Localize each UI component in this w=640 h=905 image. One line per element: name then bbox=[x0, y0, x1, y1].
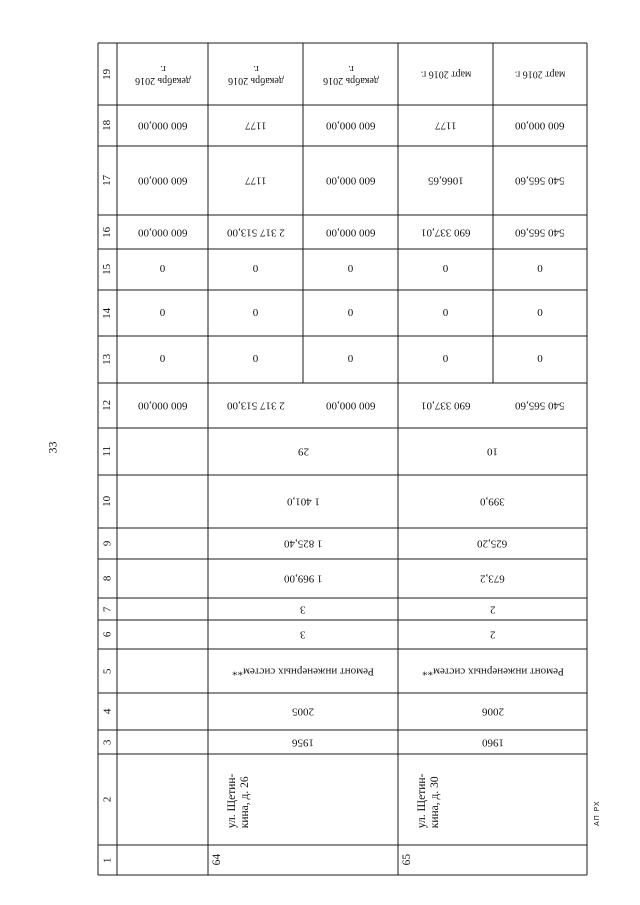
col6-cell: 3 bbox=[300, 628, 306, 641]
col12-cell: 600 000,00 bbox=[325, 399, 376, 412]
col12-cell: 690 337,01 bbox=[420, 399, 471, 412]
col18-cell: 600 000,00 bbox=[325, 119, 376, 132]
col-number-1: 1 bbox=[101, 857, 114, 863]
col11-cell: 29 bbox=[297, 445, 309, 458]
col-number-11: 11 bbox=[101, 446, 114, 457]
col12-cell: 600 000,00 bbox=[137, 399, 188, 412]
year-built-cell: 1960 bbox=[481, 736, 504, 749]
col15-cell: 0 bbox=[252, 263, 259, 276]
col13-cell: 0 bbox=[537, 353, 543, 366]
col6-cell: 2 bbox=[489, 628, 496, 641]
col-number-18: 18 bbox=[101, 119, 114, 131]
col-number-17: 17 bbox=[101, 174, 114, 186]
col11-cell: 10 bbox=[487, 445, 498, 458]
col-number-7: 7 bbox=[101, 606, 114, 612]
year-other-cell: 2005 bbox=[292, 705, 314, 718]
col15-cell: 0 bbox=[537, 263, 543, 276]
col18-cell: 600 000,00 bbox=[137, 119, 188, 132]
col-number-13: 13 bbox=[101, 353, 114, 365]
col10-cell: 399,0 bbox=[480, 495, 505, 508]
col13-cell: 0 bbox=[347, 353, 354, 366]
address-cell: ул. Щетин-кина, д. 30 bbox=[415, 773, 441, 829]
col-number-8: 8 bbox=[101, 575, 114, 582]
col-number-15: 15 bbox=[101, 263, 114, 275]
period-cell: март 2016 г. bbox=[420, 68, 471, 80]
col18-cell: 1177 bbox=[244, 119, 267, 132]
col18-cell: 600 000,00 bbox=[515, 119, 565, 132]
col-number-12: 12 bbox=[101, 399, 114, 411]
year-other-cell: 2006 bbox=[481, 705, 504, 718]
col17-cell: 540 565,60 bbox=[515, 174, 565, 187]
col7-cell: 3 bbox=[300, 603, 306, 616]
col15-cell: 0 bbox=[442, 263, 449, 276]
col13-cell: 0 bbox=[159, 353, 166, 366]
col-number-4: 4 bbox=[101, 708, 114, 715]
col16-cell: 600 000,00 bbox=[325, 226, 376, 239]
period-cell: декабрь 2016 г. bbox=[134, 63, 191, 86]
period-cell: март 2016 г. bbox=[514, 68, 566, 80]
col15-cell: 0 bbox=[159, 263, 166, 276]
col16-cell: 600 000,00 bbox=[137, 226, 188, 239]
col9-cell: 1 825,40 bbox=[283, 537, 323, 550]
col13-cell: 0 bbox=[442, 353, 449, 366]
period-cell: декабрь 2016 г. bbox=[227, 63, 284, 86]
col17-cell: 600 000,00 bbox=[137, 174, 188, 187]
col15-cell: 0 bbox=[347, 263, 354, 276]
col8-cell: 673,2 bbox=[480, 572, 505, 585]
col17-cell: 1177 bbox=[244, 174, 267, 187]
col14-cell: 0 bbox=[159, 306, 166, 319]
col9-cell: 625,20 bbox=[477, 537, 508, 550]
year-built-cell: 1956 bbox=[292, 736, 314, 749]
col14-cell: 0 bbox=[442, 306, 449, 319]
col12-cell: 2 317 513,00 bbox=[226, 399, 285, 412]
col7-cell: 2 bbox=[489, 603, 496, 616]
col-number-2: 2 bbox=[101, 796, 114, 803]
col18-cell: 1177 bbox=[434, 119, 457, 132]
col17-cell: 1066,65 bbox=[427, 174, 464, 187]
row-number-cell: 65 bbox=[401, 854, 414, 866]
col16-cell: 2 317 513,00 bbox=[226, 226, 285, 239]
col14-cell: 0 bbox=[252, 306, 259, 319]
col-number-3: 3 bbox=[101, 739, 114, 745]
col-number-9: 9 bbox=[101, 540, 114, 547]
col13-cell: 0 bbox=[252, 353, 259, 366]
col-number-14: 14 bbox=[101, 307, 114, 319]
col14-cell: 0 bbox=[537, 306, 543, 319]
col16-cell: 540 565,60 bbox=[515, 226, 565, 239]
address-cell: ул. Щетин-кина, д. 26 bbox=[225, 773, 251, 829]
work-type-cell: Ремонт инженерных систем** bbox=[232, 665, 374, 678]
col-number-10: 10 bbox=[101, 495, 114, 507]
row-number-cell: 64 bbox=[211, 854, 224, 866]
col-number-6: 6 bbox=[101, 631, 114, 638]
col-number-16: 16 bbox=[101, 226, 114, 238]
page-number: 33 bbox=[45, 441, 60, 454]
col17-cell: 600 000,00 bbox=[325, 174, 376, 187]
col8-cell: 1 969,00 bbox=[283, 572, 323, 585]
col16-cell: 690 337,01 bbox=[420, 226, 471, 239]
col12-cell: 540 565,60 bbox=[515, 399, 565, 412]
footer-mark: АП РХ bbox=[594, 800, 601, 826]
work-type-cell: Ремонт инженерных систем** bbox=[421, 665, 564, 678]
col10-cell: 1 401,0 bbox=[286, 495, 320, 508]
period-cell: декабрь 2016 г. bbox=[322, 63, 379, 86]
col14-cell: 0 bbox=[347, 306, 354, 319]
col-number-19: 19 bbox=[101, 68, 114, 80]
col-number-5: 5 bbox=[101, 668, 114, 674]
